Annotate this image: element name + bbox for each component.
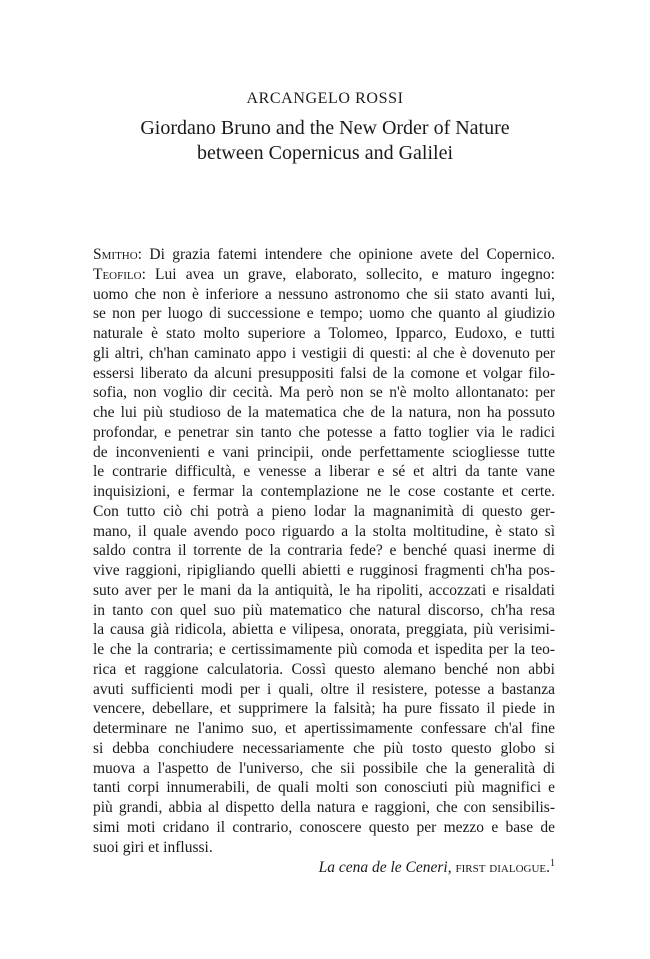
epigraph-line: mano, il quale avendo poco riguardo a la stolta moltitudine, è stato sì	[93, 522, 555, 540]
author-name: ARCANGELO ROSSI	[246, 90, 404, 107]
epigraph-line: Teofilo: Lui avea un grave, elaborato, sollecito, e maturo ingegno:	[93, 265, 555, 283]
epigraph-line: vencere, debellare, et supprimere la falsità; ha pure fissato il piede in	[93, 700, 555, 718]
epigraph-line: uomo che non è inferiore a nessuno astronomo che sii stato avanti lui,	[93, 285, 555, 303]
epigraph-line: suto aver per le mani da la antiquità, le ha ripoliti, accozzati e risaldati	[93, 581, 555, 599]
article-title	[0, 116, 650, 166]
epigraph-line: che lui più studioso de la matematica che de la natura, non ha possuto	[93, 404, 555, 421]
epigraph-line: in tanto con quel suo più matematico che natural discorso, ch'ha resa	[93, 601, 555, 619]
speaker-name: Teofilo	[93, 265, 142, 283]
citation-part: first dialogue.	[455, 859, 550, 877]
epigraph-line: inquisizioni, e fermar la contemplazione ne le cose costante et certe.	[93, 483, 555, 500]
speaker-name: Smitho	[93, 246, 138, 263]
epigraph-line: Smitho: Di grazia fatemi intendere che opinione avete del Copernico.	[93, 246, 555, 263]
footnote-mark: 1	[550, 858, 555, 870]
epigraph-line: se non per luogo di successione e tempo; uomo che quanto al giudizio	[93, 305, 555, 323]
epigraph	[93, 245, 555, 878]
title-line-1: Giordano Bruno and the New Order of Nature	[140, 117, 510, 139]
epigraph-line: rica et raggione calculatoria. Cossì questo alemano benché non abbi	[93, 660, 555, 678]
epigraph-line: determinare ne l'animo suo, et apertissimamente confessare ch'al fine	[93, 720, 555, 737]
epigraph-line: la causa già ridicola, abietta e vilipesa, onorata, preggiata, più verisimi-	[93, 621, 555, 639]
epigraph-line: Con tutto ciò chi potrà a pieno lodar la magnanimità di questo ger-	[93, 502, 555, 520]
epigraph-line: le contrarie difficultà, e venesse a liberar e sé et altri da tante vane	[93, 463, 555, 481]
epigraph-line: muova a l'aspetto de l'universo, che sii possibile che la generalità di	[93, 759, 555, 777]
citation-separator: ,	[447, 859, 456, 877]
epigraph-line: saldo contra il torrente de la contraria fede? e benché quasi inerme di	[93, 542, 555, 560]
epigraph-line: vive raggioni, ripigliando quelli abietti e rugginosi fragmenti ch'ha pos-	[93, 562, 555, 579]
epigraph-line: de inconvenienti e vani principii, onde perfettamente sciogliesse tutte	[93, 443, 555, 461]
epigraph-citation	[93, 858, 555, 878]
epigraph-line: si debba conchiudere necessariamente che più tosto questo globo si	[93, 739, 555, 757]
epigraph-line: avuti sufficienti modi per i quali, oltre il resistere, potesse a bastanza	[93, 680, 555, 698]
epigraph-line: simi moti cridano il contrario, conoscere questo per mezzo e base de	[93, 818, 555, 836]
epigraph-line: naturale è stato molto superiore a Tolomeo, Ipparco, Eudoxo, e tutti	[93, 325, 555, 342]
epigraph-line: essersi liberato da alcuni presuppositi falsi de la comone et volgar filo-	[93, 364, 555, 382]
epigraph-line: gli altri, ch'han caminato appo i vestigii di questi: al che è dovenuto per	[93, 344, 555, 362]
epigraph-line: sofia, non voglio dir cecità. Ma però non se n'è molto allontanato: per	[93, 384, 555, 402]
epigraph-line: profondar, e penetrar sin tanto che potesse a fatto toglier via le radici	[93, 423, 555, 441]
epigraph-line: suoi giri et influssi.	[93, 838, 213, 856]
epigraph-line: più grandi, abbia al dispetto della natura e raggioni, che con sensibilis-	[93, 799, 555, 816]
epigraph-line: tanti corpi innumerabili, de quali molti son conosciuti più magnifici e	[93, 779, 555, 797]
citation-title: La cena de le Ceneri	[318, 859, 448, 877]
title-line-2: between Copernicus and Galilei	[196, 142, 454, 164]
epigraph-line: le che la contraria; e certissimamente più comoda et ispedita per la teo-	[93, 641, 555, 658]
